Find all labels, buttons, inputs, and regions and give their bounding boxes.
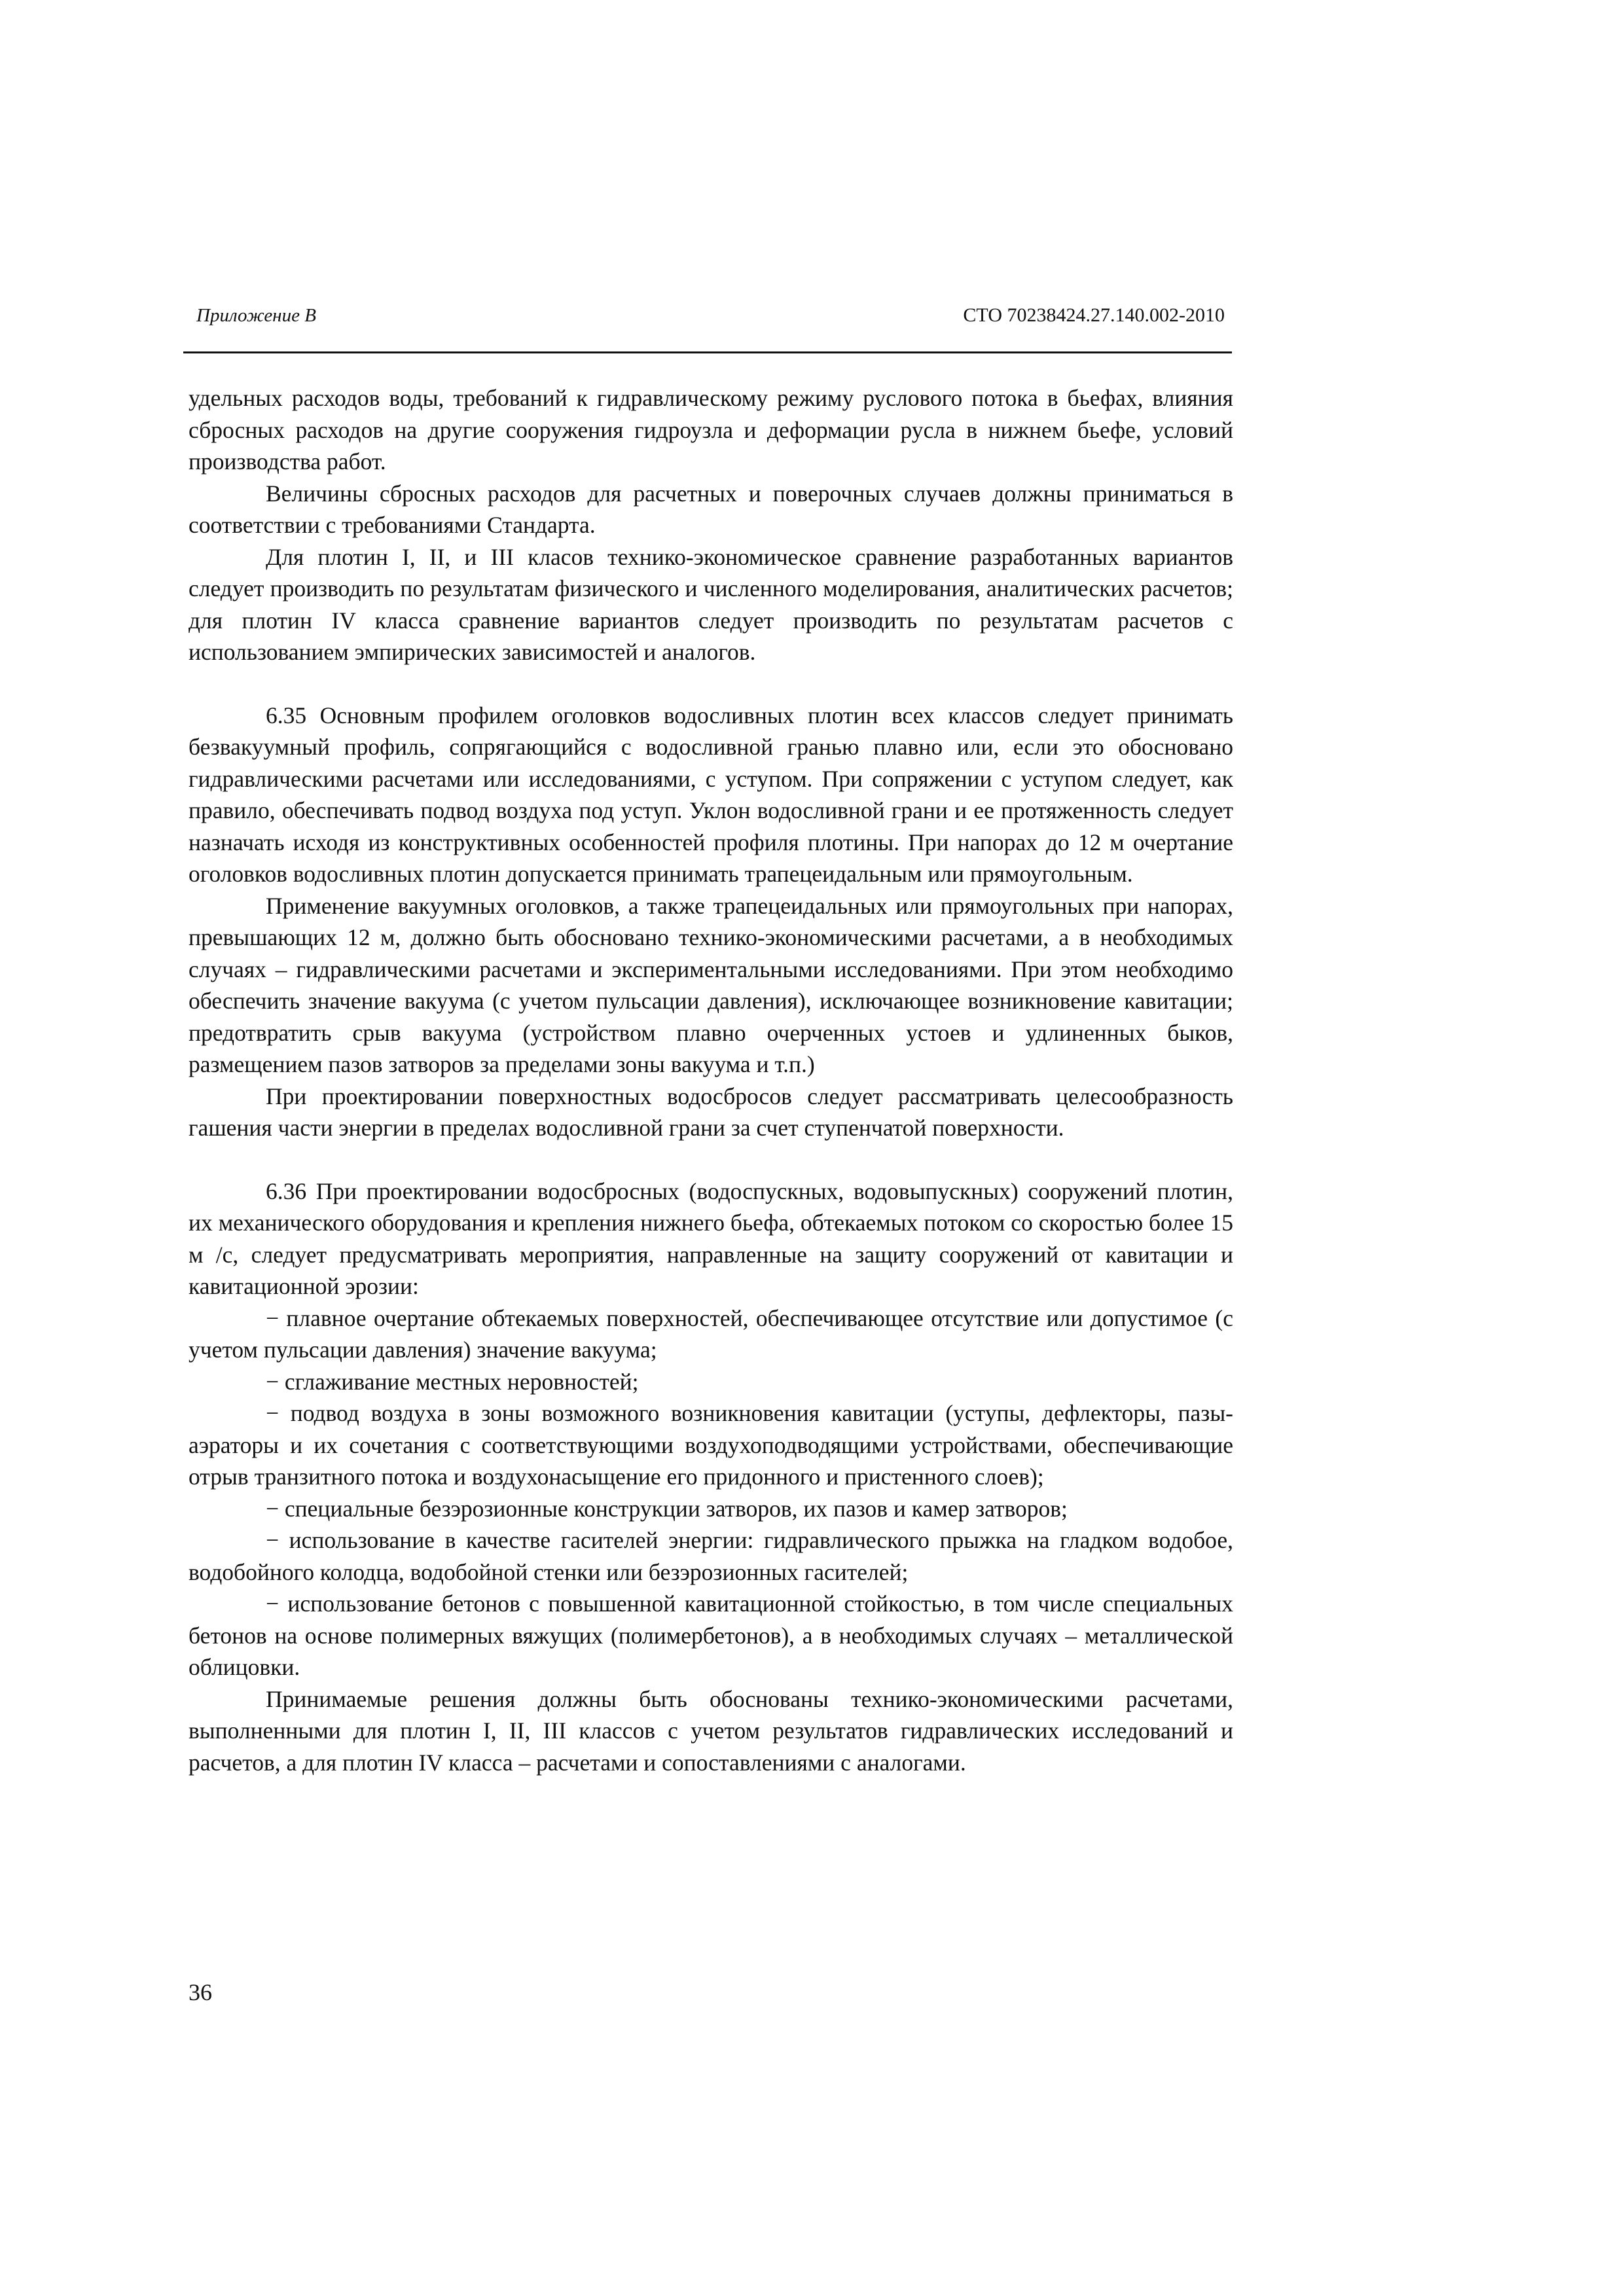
paragraph-clause-6-36: 6.36 При проектировании водосбросных (водоспускных, водовыпускных) сооружений плотин, их механического оборудования и крепления нижнего бьефа, обтекаемых потоком со скоростью более 15 м /с, следует предусматривать мероприятия, направленные на защиту сооружений от кавитации и кавитационной эрозии:: [189, 1177, 1233, 1299]
list-item: − подвод воздуха в зоны возможного возникновения кавитации (уступы, дефлекторы, пазы-аэраторы и их сочетания с соответствующими воздухоподводящими устройствами, обеспечивающие отрыв транзитного потока и воздухонасыщение его придонного и пристенного слоев);: [189, 1400, 1233, 1490]
paragraph-vacuum-crests: Применение вакуумных оголовков, а также трапецеидальных или прямоугольных при напорах, превышающих 12 м, должно быть обосновано технико-экономическими расчетами, а в необходимых случаях – гидравлическими расчетами и экспериментальными исследованиями. При этом необходимо обеспечить значение вакуума (с учетом пульсации давления), исключающее возникновение кавитации; предотвратить срыв вакуума (устройством плавно очерченных устоев и удлиненных быков, размещением пазов затворов за пределами зоны вакуума и т.п.): [189, 892, 1233, 1077]
paragraph-discharge-values: Величины сбросных расходов для расчетных и поверочных случаев должны приниматься в соответствии с требованиями Стандарта.: [189, 480, 1233, 538]
paragraph-clause-6-35: 6.35 Основным профилем оголовков водосливных плотин всех классов следует принимать безвакуумный профиль, сопрягающийся с водосливной гранью плавно или, если это обосновано гидравлическими расчетами или исследованиями, с уступом. При сопряжении с уступом следует, как правило, обеспечивать подвод воздуха под уступ. Уклон водосливной грани и ее протяженность следует назначать исходя из конструктивных особенностей профиля плотины. При напорах до 12 м очертание оголовков водосливных плотин допускается принимать трапецеидальным или прямоугольным.: [189, 702, 1233, 887]
list-item: − специальные безэрозионные конструкции затворов, их пазов и камер затворов;: [266, 1495, 1068, 1522]
list-item: − сглаживание местных неровностей;: [266, 1368, 639, 1395]
header-divider: [183, 351, 1232, 353]
page-number: 36: [189, 1979, 212, 2005]
document-body: [189, 382, 1233, 1778]
list-item: − использование в качестве гасителей энергии: гидравлического прыжка на гладком водобое, водобойного колодца, водобойной стенки или безэрозионных гасителей;: [189, 1527, 1233, 1585]
paragraph-decisions: Принимаемые решения должны быть обоснованы технико-экономическими расчетами, выполненными для плотин I, II, III классов с учетом результатов гидравлических исследований и расчетов, а для плотин IV класса – расчетами и сопоставлениями с аналогами.: [189, 1685, 1233, 1776]
appendix-label: Приложение В: [196, 305, 316, 326]
list-item: − плавное очертание обтекаемых поверхностей, обеспечивающее отсутствие или допустимое (с учетом пульсации давления) значение вакуума;: [189, 1304, 1233, 1363]
paragraph-surface-spillways: При проектировании поверхностных водосбросов следует рассматривать целесообразность гашения части энергии в пределах водосливной грани за счет ступенчатой поверхности.: [189, 1083, 1233, 1141]
paragraph-variant-comparison: Для плотин I, II, и III класов технико-экономическое сравнение разработанных вариантов следует производить по результатам физического и численного моделирования, аналитических расчетов; для плотин IV класса сравнение вариантов следует производить по результатам расчетов с использованием эмпирических зависимостей и аналогов.: [189, 543, 1233, 665]
paragraph-continuation: удельных расходов воды, требований к гидравлическому режиму руслового потока в бьефах, влияния сбросных расходов на другие сооружения гидроузла и деформации русла в нижнем бьефе, условий производства работ.: [189, 385, 1233, 475]
document-code: СТО 70238424.27.140.002-2010: [963, 304, 1225, 326]
list-item: − использование бетонов с повышенной кавитационной стойкостью, в том числе специальных бетонов на основе полимерных вяжущих (полимербетонов), а в необходимых случаях – металлической облицовки.: [189, 1590, 1233, 1680]
